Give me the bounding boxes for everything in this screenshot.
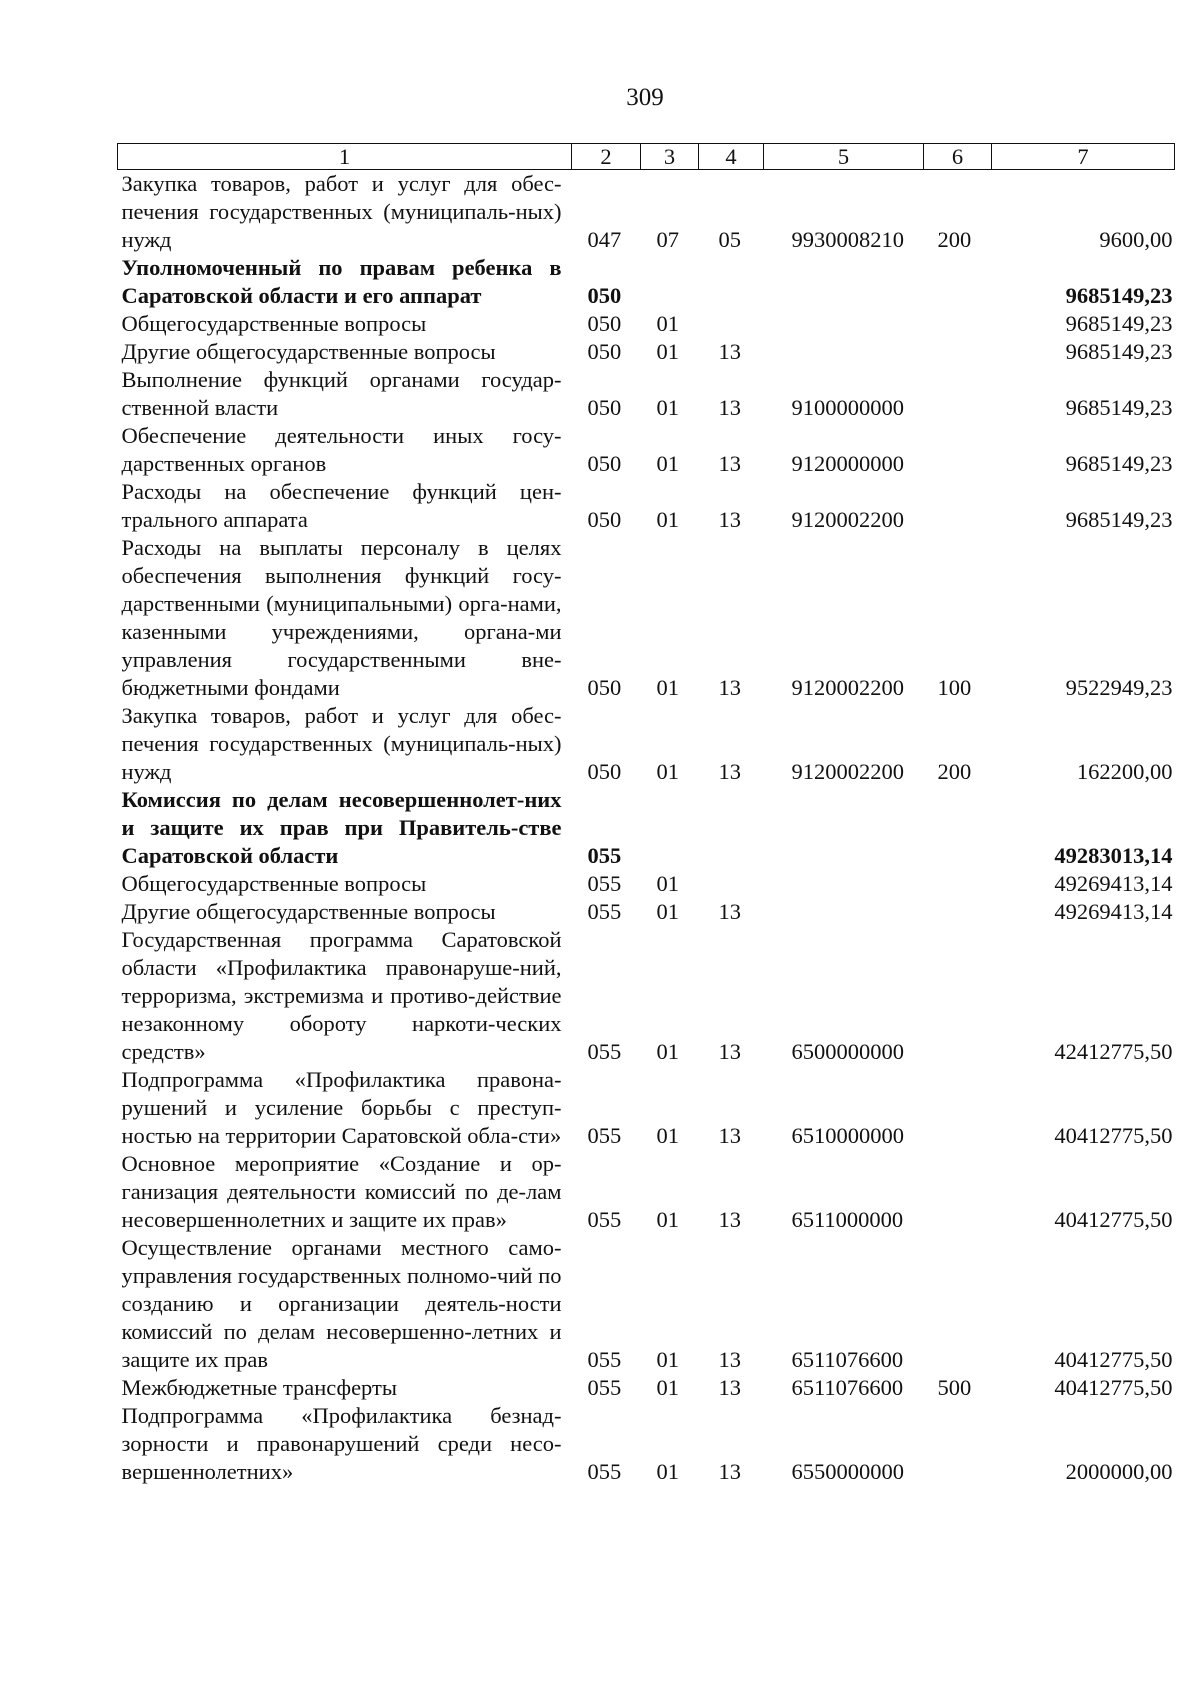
cell-code-5: 6510000000	[791, 1123, 904, 1148]
column-header: 4	[699, 144, 764, 170]
cell-code-6: 100	[937, 675, 972, 700]
cell-amount: 42412775,50	[1054, 1039, 1173, 1064]
row-name: Подпрограмма «Профилактика правона-рушений и усиление борьбы с преступ-ностью на территории Саратовской обла-сти»	[121, 1067, 562, 1148]
cell-code-2: 050	[587, 451, 622, 476]
row-name: Расходы на выплаты персоналу в целях обеспечения выполнения функций госу-дарственными (муниципальными) орга-нами, казенными учреждениями, органа-ми управления государственными вне-бюджетными фондами	[121, 535, 562, 700]
cell-code-3: 01	[656, 451, 679, 476]
row-name: Другие общегосударственные вопросы	[121, 339, 496, 364]
page-number: 309	[626, 84, 664, 111]
row-name: Уполномоченный по правам ребенка в Саратовской области и его аппарат	[121, 255, 562, 308]
table-row	[118, 870, 1175, 898]
cell-code-4: 13	[718, 507, 741, 532]
row-name: Осуществление органами местного само-управления государственных полномо-чий по созданию и организации деятель-ности комиссий по делам несовершенно-летних и защите их прав	[121, 1235, 562, 1372]
row-name: Расходы на обеспечение функций цен-трального аппарата	[121, 479, 562, 532]
cell-amount: 9685149,23	[1065, 507, 1173, 532]
cell-code-5: 9930008210	[791, 227, 904, 252]
cell-code-3: 01	[656, 395, 679, 420]
cell-code-5: 6500000000	[791, 1039, 904, 1064]
cell-code-5	[764, 870, 924, 898]
table-row	[118, 478, 1175, 534]
cell-code-6	[924, 898, 992, 926]
cell-code-5: 9100000000	[791, 395, 904, 420]
table-row	[118, 786, 1175, 870]
cell-code-4: 13	[718, 1459, 741, 1484]
cell-code-4	[699, 786, 764, 870]
cell-code-2: 050	[587, 759, 622, 784]
cell-code-4: 13	[718, 395, 741, 420]
cell-code-5: 6511000000	[791, 1207, 904, 1232]
cell-code-4: 13	[718, 451, 741, 476]
cell-code-4: 13	[718, 1207, 741, 1232]
cell-code-4: 13	[718, 1347, 741, 1372]
cell-amount: 49269413,14	[1054, 899, 1173, 924]
row-name: Закупка товаров, работ и услуг для обес-печения государственных (муниципаль-ных) нужд	[121, 171, 562, 252]
cell-code-6	[924, 254, 992, 310]
cell-code-2: 055	[587, 1459, 622, 1484]
cell-code-5	[764, 254, 924, 310]
row-name: Межбюджетные трансферты	[121, 1375, 397, 1400]
cell-code-5	[764, 310, 924, 338]
cell-amount: 9685149,23	[1065, 451, 1173, 476]
cell-code-2: 050	[587, 339, 622, 364]
cell-code-2: 050	[587, 507, 622, 532]
cell-code-6	[924, 870, 992, 898]
table-row	[118, 366, 1175, 422]
cell-code-6	[924, 1402, 992, 1486]
table-row	[118, 422, 1175, 478]
table-row	[118, 702, 1175, 786]
cell-amount: 9685149,23	[1065, 339, 1173, 364]
table-row	[118, 898, 1175, 926]
cell-code-5	[764, 786, 924, 870]
cell-code-3: 07	[656, 227, 679, 252]
cell-code-3: 01	[656, 899, 679, 924]
cell-code-5: 6550000000	[791, 1459, 904, 1484]
row-name: Государственная программа Саратовской области «Профилактика правонаруше-ний, терроризма, экстремизма и противо-действие незаконному обороту наркоти-ческих средств»	[121, 927, 562, 1064]
table-row	[118, 1402, 1175, 1486]
cell-code-2: 050	[587, 283, 622, 308]
cell-code-4: 13	[718, 1375, 741, 1400]
budget-table	[117, 143, 1175, 1486]
cell-code-4: 13	[718, 759, 741, 784]
row-name: Подпрограмма «Профилактика безнад-зорности и правонарушений среди несо-вершеннолетних»	[121, 1403, 562, 1484]
cell-code-5: 9120002200	[791, 759, 904, 784]
cell-code-4: 13	[718, 1123, 741, 1148]
cell-code-5: 9120002200	[791, 675, 904, 700]
cell-code-6	[924, 1066, 992, 1150]
cell-code-5: 6511076600	[791, 1347, 904, 1372]
row-name: Закупка товаров, работ и услуг для обес-печения государственных (муниципаль-ных) нужд	[121, 703, 562, 784]
cell-code-2: 055	[587, 871, 622, 896]
cell-amount: 162200,00	[1076, 759, 1173, 784]
table-row	[118, 1234, 1175, 1374]
cell-amount: 9522949,23	[1065, 675, 1173, 700]
cell-amount: 40412775,50	[1054, 1347, 1173, 1372]
cell-amount: 40412775,50	[1054, 1207, 1173, 1232]
cell-code-3	[641, 786, 699, 870]
cell-code-3: 01	[656, 759, 679, 784]
cell-code-4	[699, 254, 764, 310]
cell-code-2: 050	[587, 311, 622, 336]
column-header: 1	[118, 144, 572, 170]
table-row	[118, 1066, 1175, 1150]
cell-code-6	[924, 1150, 992, 1234]
column-header: 7	[992, 144, 1175, 170]
cell-code-2: 055	[587, 1123, 622, 1148]
cell-code-6	[924, 478, 992, 534]
row-name: Другие общегосударственные вопросы	[121, 899, 496, 924]
cell-code-6	[924, 926, 992, 1066]
cell-code-5: 6511076600	[791, 1375, 904, 1400]
cell-code-3: 01	[656, 339, 679, 364]
cell-code-2: 055	[587, 1347, 622, 1372]
cell-code-2: 050	[587, 675, 622, 700]
cell-code-4: 13	[718, 339, 741, 364]
cell-code-6	[924, 310, 992, 338]
cell-amount: 40412775,50	[1054, 1123, 1173, 1148]
cell-code-5	[764, 338, 924, 366]
row-name: Основное мероприятие «Создание и ор-ганизация деятельности комиссий по де-лам несовершеннолетних и защите их прав»	[121, 1151, 562, 1232]
table-row	[118, 310, 1175, 338]
cell-code-6: 200	[937, 759, 972, 784]
row-name: Выполнение функций органами государ-ственной власти	[121, 367, 562, 420]
cell-code-3: 01	[656, 1039, 679, 1064]
cell-code-2: 055	[587, 1039, 622, 1064]
row-name: Общегосударственные вопросы	[121, 871, 427, 896]
cell-code-6	[924, 422, 992, 478]
cell-code-2: 055	[587, 1207, 622, 1232]
cell-code-4	[699, 870, 764, 898]
cell-amount: 9685149,23	[1065, 283, 1173, 308]
cell-code-4	[699, 310, 764, 338]
table-row	[118, 254, 1175, 310]
column-header: 5	[764, 144, 924, 170]
cell-code-6: 500	[937, 1375, 972, 1400]
cell-code-5: 9120002200	[791, 507, 904, 532]
cell-amount: 49283013,14	[1054, 843, 1173, 868]
cell-code-3: 01	[656, 1123, 679, 1148]
table-row	[118, 534, 1175, 702]
column-header: 3	[641, 144, 699, 170]
cell-amount: 40412775,50	[1054, 1375, 1173, 1400]
cell-amount: 2000000,00	[1065, 1459, 1173, 1484]
cell-code-6	[924, 1234, 992, 1374]
cell-code-6: 200	[937, 227, 972, 252]
cell-code-6	[924, 338, 992, 366]
cell-code-6	[924, 366, 992, 422]
cell-code-3	[641, 254, 699, 310]
row-name: Обеспечение деятельности иных госу-дарственных органов	[121, 423, 562, 476]
cell-code-3: 01	[656, 1375, 679, 1400]
cell-code-2: 055	[587, 843, 622, 868]
table-row	[118, 926, 1175, 1066]
cell-code-6	[924, 786, 992, 870]
cell-code-3: 01	[656, 871, 679, 896]
cell-code-3: 01	[656, 1347, 679, 1372]
cell-code-2: 055	[587, 1375, 622, 1400]
cell-code-5: 9120000000	[791, 451, 904, 476]
cell-code-3: 01	[656, 507, 679, 532]
cell-code-2: 050	[587, 395, 622, 420]
table-header-row	[118, 144, 1175, 170]
cell-code-3: 01	[656, 1207, 679, 1232]
table-row	[118, 1374, 1175, 1402]
cell-code-4: 05	[718, 227, 741, 252]
cell-code-2: 055	[587, 899, 622, 924]
column-header: 2	[572, 144, 641, 170]
table-row	[118, 170, 1175, 255]
row-name: Общегосударственные вопросы	[121, 311, 427, 336]
cell-amount: 9685149,23	[1065, 395, 1173, 420]
cell-code-3: 01	[656, 1459, 679, 1484]
cell-code-4: 13	[718, 675, 741, 700]
table-row	[118, 338, 1175, 366]
cell-code-2: 047	[587, 227, 622, 252]
cell-code-5	[764, 898, 924, 926]
column-header: 6	[924, 144, 992, 170]
row-name: Комиссия по делам несовершеннолет-них и защите их прав при Правитель-стве Саратовской области	[121, 787, 562, 868]
table-row	[118, 1150, 1175, 1234]
cell-code-4: 13	[718, 1039, 741, 1064]
cell-amount: 9685149,23	[1065, 311, 1173, 336]
cell-amount: 49269413,14	[1054, 871, 1173, 896]
cell-code-3: 01	[656, 675, 679, 700]
cell-code-4: 13	[718, 899, 741, 924]
cell-amount: 9600,00	[1099, 227, 1173, 252]
cell-code-3: 01	[656, 311, 679, 336]
